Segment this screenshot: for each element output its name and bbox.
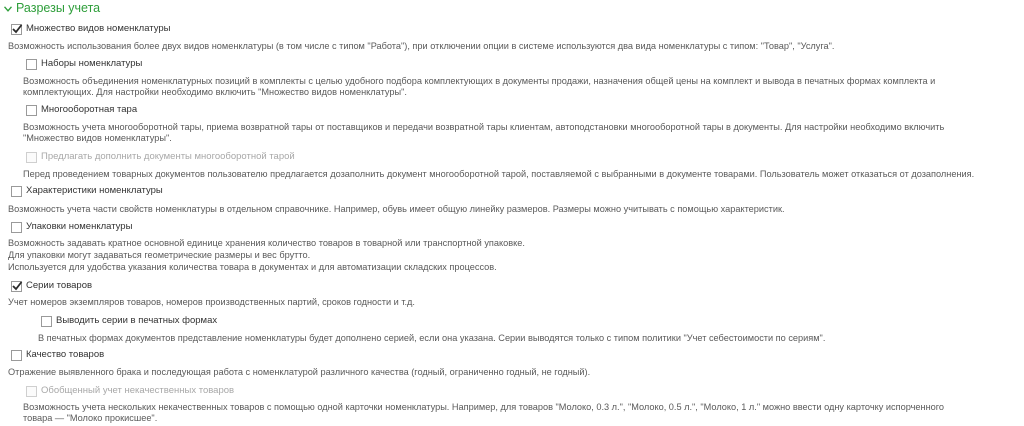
checkbox-print-series[interactable] <box>41 316 52 327</box>
option-description: Возможность учета части свойств номенклатуры в отдельном справочнике. Например, обувь имеет общую линейку размеров. Размеры можно учитывать с помощью характеристик. <box>8 204 785 214</box>
checkmark-icon <box>11 23 23 35</box>
checkbox-packaging[interactable] <box>11 222 22 233</box>
checkbox-nomenclature-types[interactable] <box>11 24 22 35</box>
section-title[interactable]: Разрезы учета <box>16 1 101 15</box>
option-description: Для упаковки могут задаваться геометрические размеры и вес брутто. <box>8 250 311 260</box>
option-label[interactable]: Характеристики номенклатуры <box>26 185 163 196</box>
option-label[interactable]: Предлагать дополнить документы многооборотной тарой <box>41 151 295 162</box>
option-label[interactable]: Качество товаров <box>26 349 105 360</box>
checkmark-icon <box>11 280 23 292</box>
checkbox-generalized-defective[interactable] <box>26 386 37 397</box>
chevron-down-icon[interactable] <box>4 6 12 12</box>
checkbox-suggest-packaging[interactable] <box>26 152 37 163</box>
option-description: В печатных формах документов представление номенклатуры будет дополнено серией, если она указана. Серии выводятся только с типом политики "Учет себестоимости по сериям". <box>38 333 826 343</box>
option-label[interactable]: Выводить серии в печатных формах <box>56 315 218 326</box>
option-label[interactable]: Упаковки номенклатуры <box>26 221 133 232</box>
checkbox-product-quality[interactable] <box>11 350 22 361</box>
option-description: Возможность объединения номенклатурных позиций в комплекты с целью удобного подбора комплектующих в документы продажи, назначения общей цены на комплект и вывода в печатных формах комплекта и <box>23 76 936 86</box>
option-description: Возможность учета многооборотной тары, приема возвратной тары от поставщиков и передачи возвратной тары клиентам, автоподстановки многооборотной тары в документы. Для настройки необходимо включить <box>23 122 945 132</box>
option-description: Учет номеров экземпляров товаров, номеров производственных партий, сроков годности и т.д. <box>8 297 415 307</box>
option-description: Возможность использования более двух видов номенклатуры (в том числе с типом "Работа"), при отключении опции в системе используются два вида номенклатуры с типом: "Товар", "Услуга". <box>8 41 835 51</box>
option-description: Возможность задавать кратное основной единице хранения количество товаров в товарной или транспортной упаковке. <box>8 238 525 248</box>
checkbox-characteristics[interactable] <box>11 186 22 197</box>
option-description: комплектующих. Для настройки необходимо включить "Множество видов номенклатуры". <box>23 87 407 97</box>
checkbox-nomenclature-sets[interactable] <box>26 59 37 70</box>
option-description: "Множество видов номенклатуры". <box>23 133 172 143</box>
option-description: Отражение выявленного брака и последующая работа с номенклатурой различного качества (годный, ограниченно годный, не годный). <box>8 367 591 377</box>
option-label[interactable]: Многооборотная тара <box>41 104 138 115</box>
checkbox-returnable-packaging[interactable] <box>26 105 37 116</box>
option-label[interactable]: Множество видов номенклатуры <box>26 23 171 34</box>
option-label[interactable]: Обобщенный учет некачественных товаров <box>41 385 235 396</box>
option-description: товара — "Молоко прокисшее". <box>23 413 158 423</box>
option-description: Перед проведением товарных документов пользователю предлагается дозаполнить документ многооборотной тарой, поставляемой с выбранными в документе товарами. Пользователь может отказаться от дозаполнения. <box>23 169 975 179</box>
checkbox-product-series[interactable] <box>11 281 22 292</box>
option-label[interactable]: Наборы номенклатуры <box>41 58 143 69</box>
option-description: Используется для удобства указания количества товара в документах и для автоматизации складских процессов. <box>8 262 497 272</box>
option-label[interactable]: Серии товаров <box>26 280 93 291</box>
option-description: Возможность учета нескольких некачественных товаров с помощью одной карточки номенклатуры. Например, для товаров "Молоко, 0.3 л.", "Молоко, 0.5 л.", "Молоко, 1 л." можно ввести одну карточку испорченного <box>23 402 945 412</box>
